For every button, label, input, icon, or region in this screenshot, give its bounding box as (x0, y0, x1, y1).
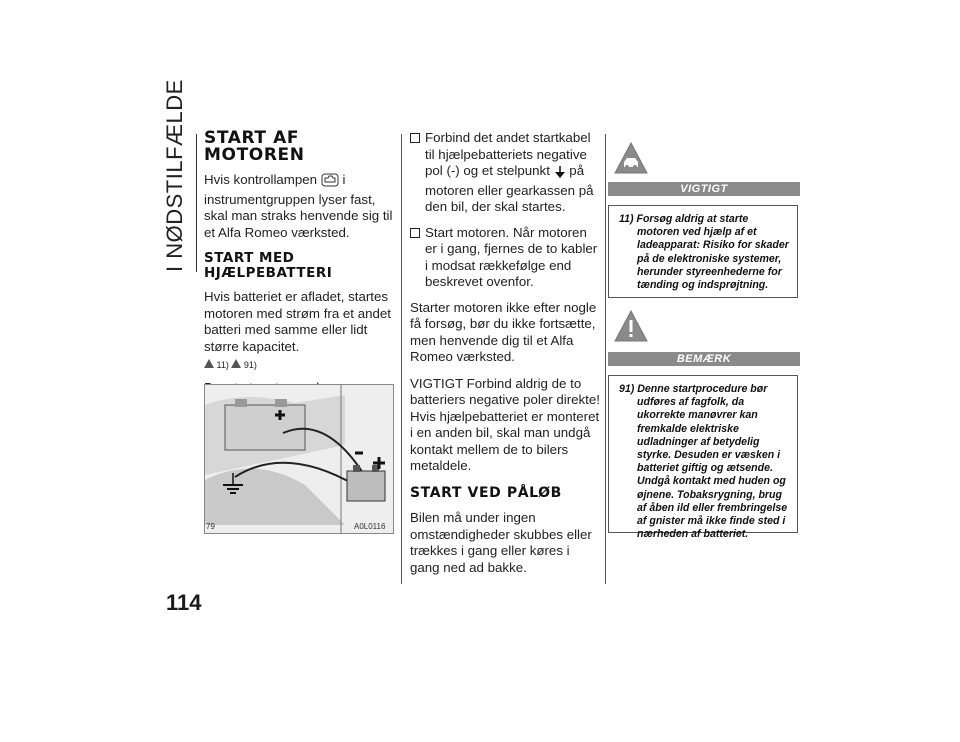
column-2 (410, 130, 600, 586)
section-heading-start: START AF MOTOREN (204, 128, 305, 165)
paragraph-important: VIGTIGT Forbind aldrig de to batteriers negative poler direkte! Hvis hjælpebatteriet er monteret i en anden bil, skal man undgå kontakt mellem de to bilers metaldele. (410, 375, 600, 473)
paragraph-booster: Hvis batteriet er afladet, startes motoren med strøm fra et andet batteri med samme eller lidt større kapacitet. (204, 289, 391, 354)
paragraph-no-start: Starter motoren ikke efter nogle få forsøg, bør du ikke fortsætte, men henvende dig til et Alfa Romeo værksted. (410, 299, 597, 364)
column-divider-2 (605, 134, 606, 584)
warning-text: 11) Forsøg aldrig at starte motoren ved hjælp af et ladeapparat: Risiko for skader på de elektroniske systemer, herunder styreenhederne for tænding og indsprøjtning. (619, 213, 789, 292)
engine-warning-icon (321, 173, 339, 192)
figure-79-jump-start (204, 384, 394, 534)
exclamation-warning-icon (231, 359, 241, 368)
step-start-engine: Start motoren. Når motoren er i gang, fjernes de to kabler i modsat rækkefølge end beskrevet ovenfor. (410, 225, 600, 291)
column-divider-1 (401, 134, 402, 584)
reference-markers: 11) 91) (204, 357, 394, 374)
bullet-box (410, 228, 420, 238)
ground-icon (554, 166, 566, 183)
page-number: 114 (166, 590, 202, 615)
note-title: BEMÆRK (608, 352, 800, 366)
figure-code: A0L0116 (354, 522, 386, 531)
note-text: 91) Denne startprocedure bør udføres af fagfolk, da ukorrekte manøvrer kan fremkalde elektriske udladninger af betydelig styrke. Desuden er væsken i batteriet giftig og ætsende. Undgå kontakt med huden og øjnene. Tobaksrygning, brug af åben ild eller frembringelse af gnister må ikke finde sted i nærheden af batteriet. (619, 383, 788, 541)
figure-number: 79 (206, 522, 215, 531)
chapter-side-title: I NØDSTILFÆLDE (162, 79, 187, 272)
side-title-rule (196, 134, 197, 272)
section-heading-runup: START VED PÅLØB (410, 484, 562, 501)
paragraph-warning-lamp: Hvis kontrollampen i instrumentgruppen lyser fast, skal man straks henvende sig til et Alfa Romeo værksted. (204, 172, 393, 240)
subheading-booster: START MED HJÆLPEBATTERI (204, 250, 333, 281)
note-box (608, 375, 798, 541)
warning-title: VIGTIGT (608, 182, 800, 196)
exclamation-warning-icon (614, 310, 648, 347)
car-warning-icon (614, 142, 648, 179)
car-warning-icon (204, 359, 214, 368)
paragraph-runup: Bilen må under ingen omstændigheder skubbes eller trækkes i gang eller køres i gang ned ad bakke. (410, 510, 592, 575)
step-negative-pole: Forbind det andet startkabel til hjælpebatteriets negative pol (-) og et stelpunkt på motoren eller gearkassen på den bil, der skal startes. (410, 130, 600, 216)
bullet-box (410, 133, 420, 143)
warning-box (608, 205, 798, 298)
